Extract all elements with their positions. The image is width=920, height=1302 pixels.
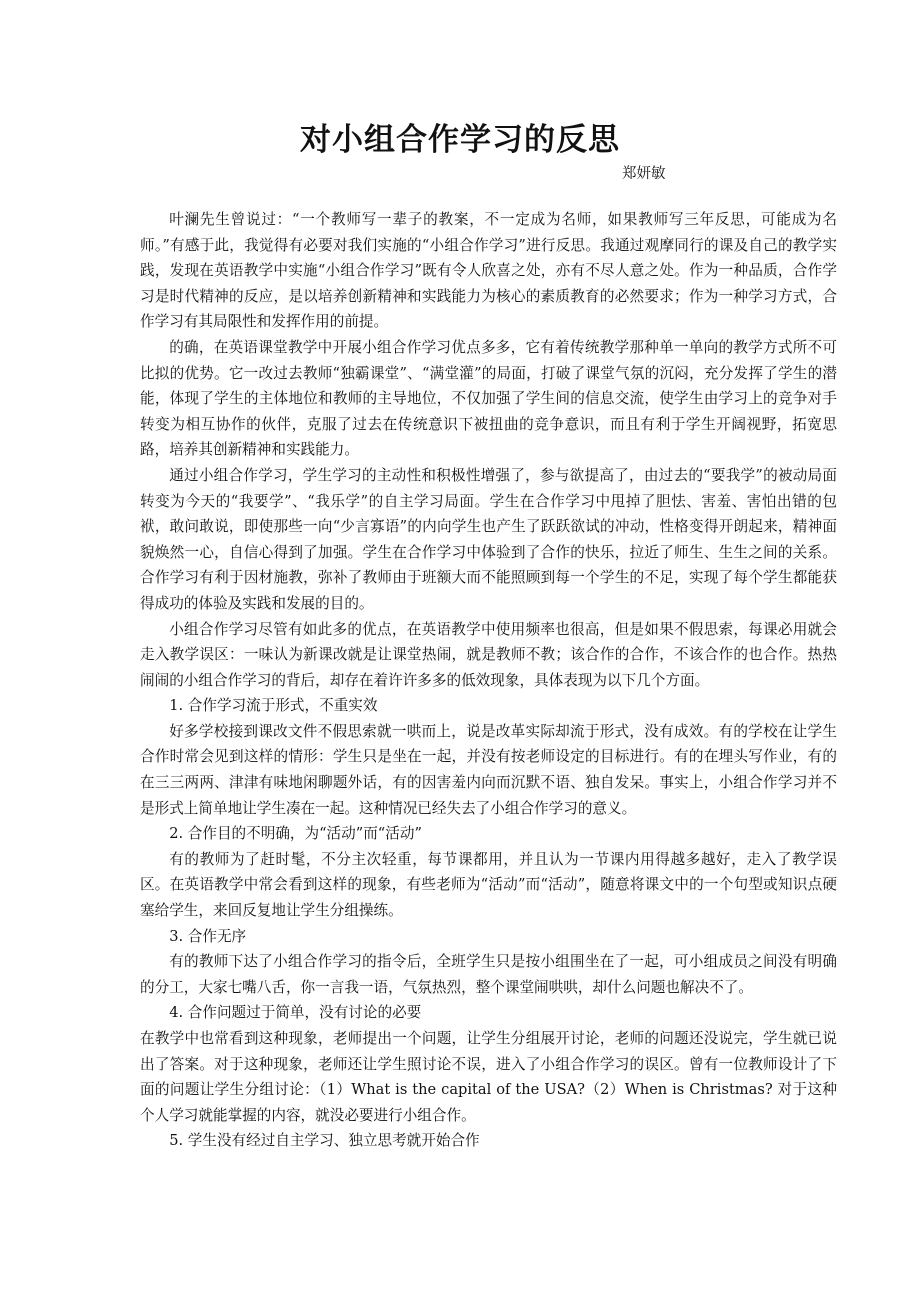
section-heading-2: 2. 合作目的不明确，为“活动”而“活动”: [169, 825, 422, 843]
paragraph-problems: 小组合作学习尽管有如此多的优点，在英语教学中使用频率也很高，但是如果不假思索，每课必用就会走入教学误区：一味认为新课改就是让课堂热闹，就是教师不教；该合作的合作，不该合作的也合作。热热闹闹的小组合作学习的背后，却存在着许许多多的低效现象，具体表现为以下几个方面。: [140, 620, 837, 689]
paragraph-section-2: 有的教师为了赶时髦，不分主次轻重，每节课都用，并且认为一节课内用得越多越好，走入了教学误区。在英语教学中常会看到这样的现象，有些老师为“活动”而“活动”，随意将课文中的一个句型或知识点硬塞给学生，来回反复地让学生分组操练。: [140, 850, 837, 920]
paragraph-section-3: 有的教师下达了小组合作学习的指令后，全班学生只是按小组围坐在了一起，可小组成员之间没有明确的分工，大家七嘴八舌，你一言我一语，气氛热烈，整个课堂闹哄哄，却什么问题也解决不了。: [140, 953, 837, 996]
document-body: [140, 207, 837, 1154]
document-title: 对小组合作学习的反思: [300, 122, 620, 158]
paragraph-benefits: 通过小组合作学习，学生学习的主动性和积极性增强了，参与欲提高了，由过去的“要我学”的被动局面转变为今天的“我要学”、“我乐学”的自主学习局面。学生在合作学习中甩掉了胆怯、害羞、害怕出错的包袱，敢问敢说，即使那些一向“少言寡语”的内向学生也产生了跃跃欲试的冲动，性格变得开朗起来，精神面貌焕然一心，自信心得到了加强。学生在合作学习中体验到了合作的快乐，拉近了师生、生生之间的关系。合作学习有利于因材施教，弥补了教师由于班额大而不能照顾到每一个学生的不足，实现了每个学生都能获得成功的体验及实践和发展的目的。: [140, 466, 837, 612]
section-heading-4: 4. 合作问题过于简单，没有讨论的必要: [169, 1004, 422, 1022]
section-heading-1: 1. 合作学习流于形式，不重实效: [169, 697, 378, 715]
section-heading-3: 3. 合作无序: [169, 927, 247, 945]
paragraph-intro: 叶澜先生曾说过：“一个教师写一辈子的教案，不一定成为名师，如果教师写三年反思，可能成为名师。”有感于此，我觉得有必要对我们实施的“小组合作学习”进行反思。我通过观摩同行的课及自己的教学实践，发现在英语教学中实施“小组合作学习”既有令人欣喜之处，亦有不尽人意之处。作为一种品质，合作学习是时代精神的反应，是以培养创新精神和实践能力为核心的素质教育的必然要求；作为一种学习方式，合作学习有其局限性和发挥作用的前提。: [140, 211, 837, 331]
paragraph-section-4: 在教学中也常看到这种现象，老师提出一个问题，让学生分组展开讨论，老师的问题还没说完，学生就已说出了答案。对于这种现象，老师还让学生照讨论不误，进入了小组合作学习的误区。曾有一位教师设计了下面的问题让学生分组讨论：（1）What is the capital of the USA?（2）When is Christmas? 对于这种个人学习就能掌握的内容，就没必要进行小组合作。: [140, 1030, 837, 1124]
author-name: 郑妍敏: [622, 166, 666, 182]
paragraph-section-1: 好多学校接到课改文件不假思索就一哄而上，说是改革实际却流于形式，没有成效。有的学校在让学生合作时常会见到这样的情形：学生只是坐在一起，并没有按老师设定的目标进行。有的在埋头写作业，有的在三三两两、津津有味地闲聊题外话，有的因害羞内向而沉默不语、独自发呆。事实上，小组合作学习并不是形式上简单地让学生凑在一起。这种情况已经失去了小组合作学习的意义。: [140, 722, 837, 817]
paragraph-advantages: 的确，在英语课堂教学中开展小组合作学习优点多多，它有着传统教学那种单一单向的教学方式所不可比拟的优势。它一改过去教师“独霸课堂”、“满堂灌”的局面，打破了课堂气氛的沉闷，充分发挥了学生的潜能，体现了学生的主体地位和教师的主导地位，不仅加强了学生间的信息交流，使学生由学习上的竞争对手转变为相互协作的伙伴，克服了过去在传统意识下被扭曲的竞争意识，而且有利于学生开阔视野，拓宽思路，培养其创新精神和实践能力。: [140, 338, 837, 459]
section-heading-5: 5. 学生没有经过自主学习、独立思考就开始合作: [169, 1132, 480, 1150]
